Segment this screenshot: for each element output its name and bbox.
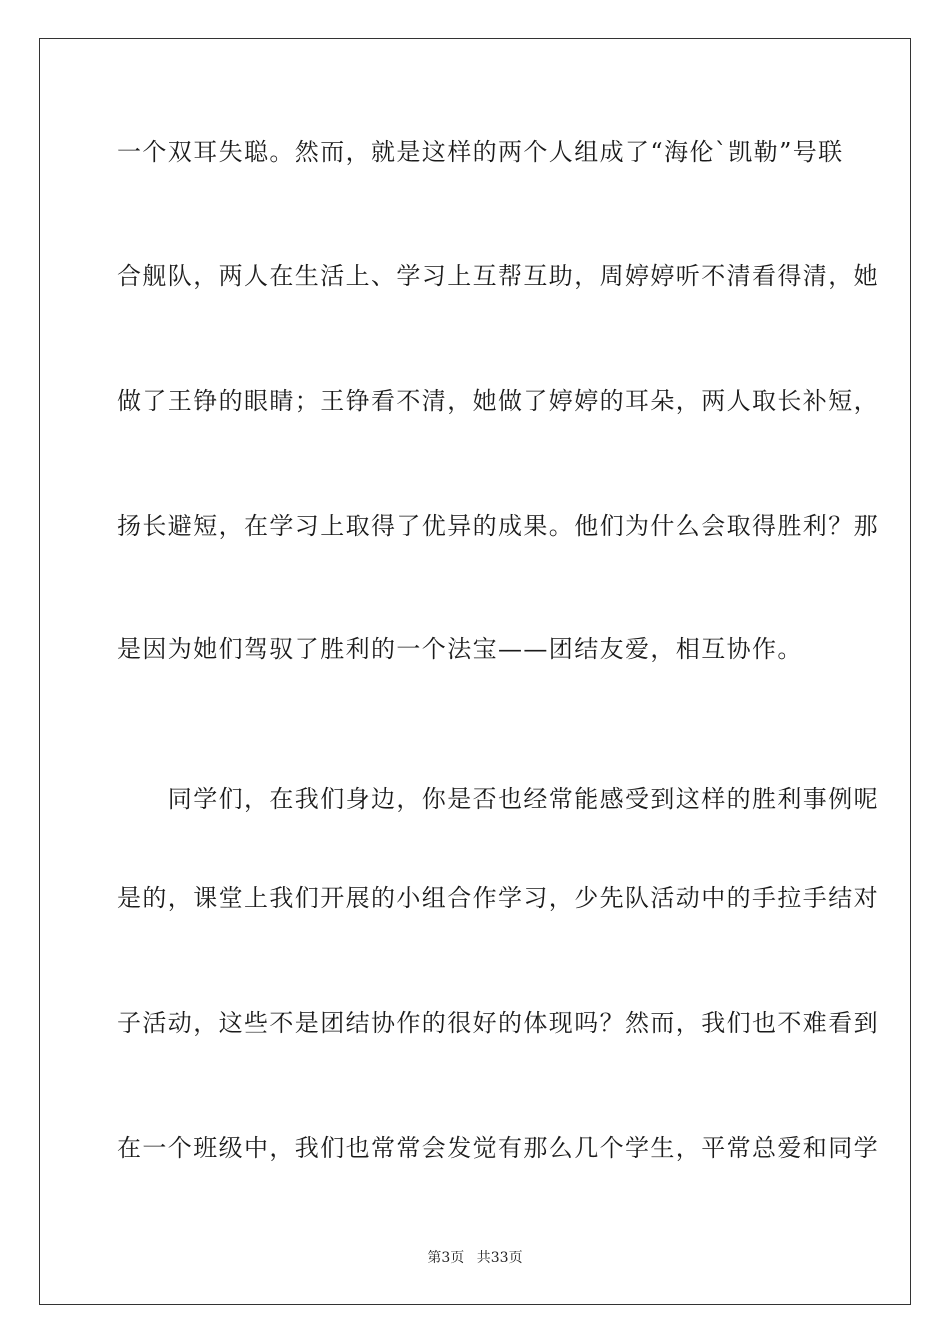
paragraph-line: 扬长避短，在学习上取得了优异的成果。他们为什么会取得胜利？那: [117, 512, 879, 540]
page-total: 共33页: [476, 1250, 523, 1266]
page-number: 第3页: [427, 1250, 465, 1266]
paragraph-line: 做了王铮的眼睛；王铮看不清，她做了婷婷的耳朵，两人取长补短，: [117, 387, 879, 415]
paragraph-line: 是的，课堂上我们开展的小组合作学习，少先队活动中的手拉手结对: [117, 884, 879, 912]
paragraph-line: 一个双耳失聪。然而，就是这样的两个人组成了“海伦`凯勒”号联: [117, 138, 844, 166]
paragraph-line: 子活动，这些不是团结协作的很好的体现吗？然而，我们也不难看到: [117, 1009, 879, 1037]
page-border: [39, 38, 911, 1305]
page-footer: [0, 1249, 950, 1267]
paragraph-line: 在一个班级中，我们也常常会发觉有那么几个学生，平常总爱和同学: [117, 1134, 879, 1162]
paragraph-line: 合舰队，两人在生活上、学习上互帮互助，周婷婷听不清看得清，她: [117, 262, 879, 290]
paragraph-line: 是因为她们驾驭了胜利的一个法宝——团结友爱，相互协作。: [117, 635, 803, 663]
paragraph-line: 同学们，在我们身边，你是否也经常能感受到这样的胜利事例呢: [117, 785, 879, 813]
